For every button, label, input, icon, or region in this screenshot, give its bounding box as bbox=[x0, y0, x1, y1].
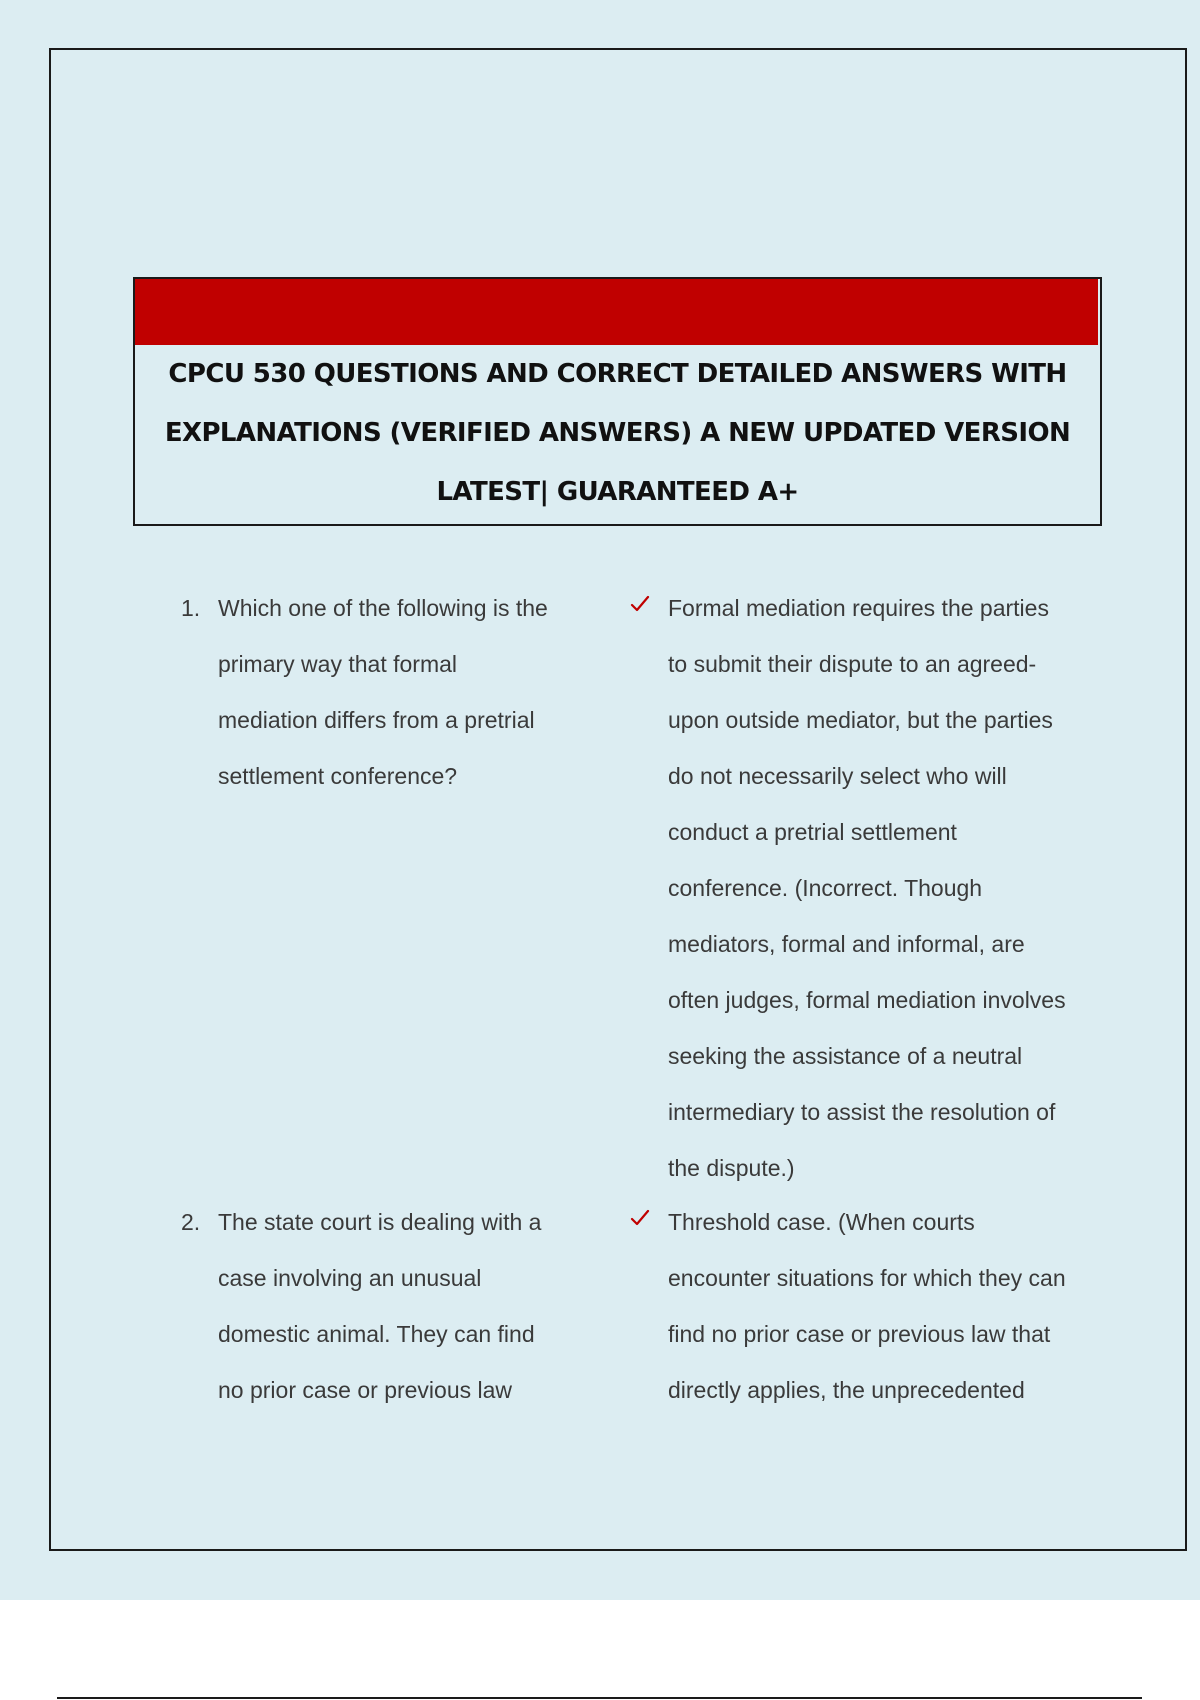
answer-line: Formal mediation requires the parties bbox=[668, 595, 1049, 621]
answer-line: to submit their dispute to an agreed- bbox=[668, 651, 1037, 677]
answer-line: the dispute.) bbox=[668, 1155, 795, 1181]
check-mark-icon bbox=[630, 594, 650, 614]
answer-text bbox=[668, 1194, 1108, 1418]
answer-line: mediators, formal and informal, are bbox=[668, 931, 1025, 957]
question-text bbox=[218, 1194, 588, 1418]
question-number: 2. bbox=[181, 1209, 201, 1235]
answer-text bbox=[668, 580, 1108, 1196]
title-line: LATEST| GUARANTEED A+ bbox=[436, 477, 799, 507]
title-box bbox=[133, 277, 1102, 526]
title-line: EXPLANATIONS (VERIFIED ANSWERS) A NEW UPDATED VERSION bbox=[164, 418, 1071, 448]
question-line: primary way that formal bbox=[218, 651, 458, 677]
answer-line: encounter situations for which they can bbox=[668, 1265, 1066, 1291]
answer-line: do not necessarily select who will bbox=[668, 763, 1007, 789]
footer-rule bbox=[57, 1697, 1142, 1699]
answer-line: intermediary to assist the resolution of bbox=[668, 1099, 1056, 1125]
question-text bbox=[218, 580, 588, 804]
question-line: mediation differs from a pretrial bbox=[218, 707, 535, 733]
title-line: CPCU 530 QUESTIONS AND CORRECT DETAILED ANSWERS WITH bbox=[168, 359, 1067, 389]
answer-line: upon outside mediator, but the parties bbox=[668, 707, 1053, 733]
answer-line: Threshold case. (When courts bbox=[668, 1209, 975, 1235]
question-line: domestic animal. They can find bbox=[218, 1321, 535, 1347]
question-line: settlement conference? bbox=[218, 763, 458, 789]
question-line: no prior case or previous law bbox=[218, 1377, 513, 1403]
answer-line: directly applies, the unprecedented bbox=[668, 1377, 1025, 1403]
answer-line: find no prior case or previous law that bbox=[668, 1321, 1051, 1347]
document-title bbox=[135, 345, 1100, 522]
question-line: case involving an unusual bbox=[218, 1265, 482, 1291]
answer-line: seeking the assistance of a neutral bbox=[668, 1043, 1023, 1069]
question-line: The state court is dealing with a bbox=[218, 1209, 542, 1235]
title-red-bar bbox=[135, 279, 1098, 345]
answer-line: often judges, formal mediation involves bbox=[668, 987, 1066, 1013]
check-mark-icon bbox=[630, 1208, 650, 1228]
question-number: 1. bbox=[181, 595, 201, 621]
question-line: Which one of the following is the bbox=[218, 595, 548, 621]
answer-line: conference. (Incorrect. Though bbox=[668, 875, 983, 901]
answer-line: conduct a pretrial settlement bbox=[668, 819, 957, 845]
